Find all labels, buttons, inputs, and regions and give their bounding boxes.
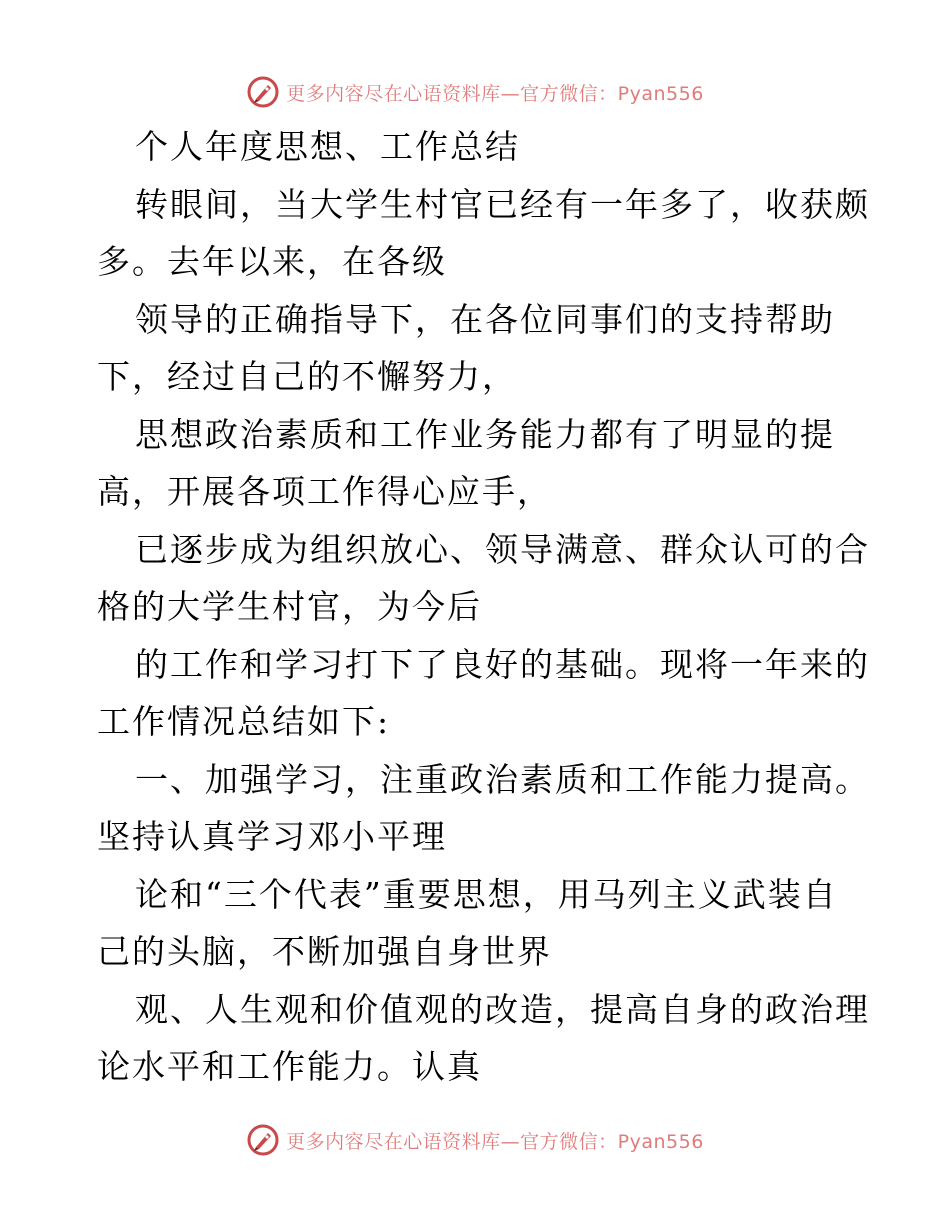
paragraph-line: 坚持认真学习邓小平理 — [97, 817, 447, 856]
paragraph-line: 观、人生观和价值观的改造，提高自身的政治理 — [135, 989, 870, 1029]
document-title: 个人年度思想、工作总结 — [135, 127, 520, 166]
paragraph-line: 下，经过自己的不懈努力， — [97, 357, 517, 396]
paragraph-line: 领导的正确指导下，在各位同事们的支持帮助 — [135, 299, 835, 339]
paragraph-line: 转眼间，当大学生村官已经有一年多了，收获颇 — [135, 184, 870, 224]
paragraph-line: 的工作和学习打下了良好的基础。现将一年来的 — [135, 644, 870, 684]
paragraph-line: 己的头脑，不断加强自身世界 — [97, 932, 552, 971]
document-body — [97, 118, 870, 1096]
header-watermark — [0, 72, 950, 112]
paragraph-line: 格的大学生村官，为今后 — [97, 587, 482, 626]
paragraph-line: 一、加强学习，注重政治素质和工作能力提高。 — [135, 759, 870, 799]
watermark-text: 更多内容尽在心语资料库—官方微信：Pyan556 — [286, 1130, 704, 1153]
paragraph-line: 已逐步成为组织放心、领导满意、群众认可的合 — [135, 529, 870, 569]
paragraph-line: 工作情况总结如下: — [97, 702, 391, 741]
footer-watermark — [0, 1120, 950, 1160]
paragraph-line: 论水平和工作能力。认真 — [97, 1047, 482, 1086]
pen-nib-logo-icon — [246, 75, 280, 109]
paragraph-line: 思想政治素质和工作业务能力都有了明显的提 — [135, 414, 835, 454]
watermark-text: 更多内容尽在心语资料库—官方微信：Pyan556 — [286, 82, 704, 105]
paragraph-line: 论和“三个代表”重要思想，用马列主义武装自 — [135, 874, 838, 914]
paragraph-line: 多。去年以来，在各级 — [97, 242, 447, 281]
pen-nib-logo-icon — [246, 1123, 280, 1157]
paragraph-line: 高，开展各项工作得心应手， — [97, 472, 552, 511]
